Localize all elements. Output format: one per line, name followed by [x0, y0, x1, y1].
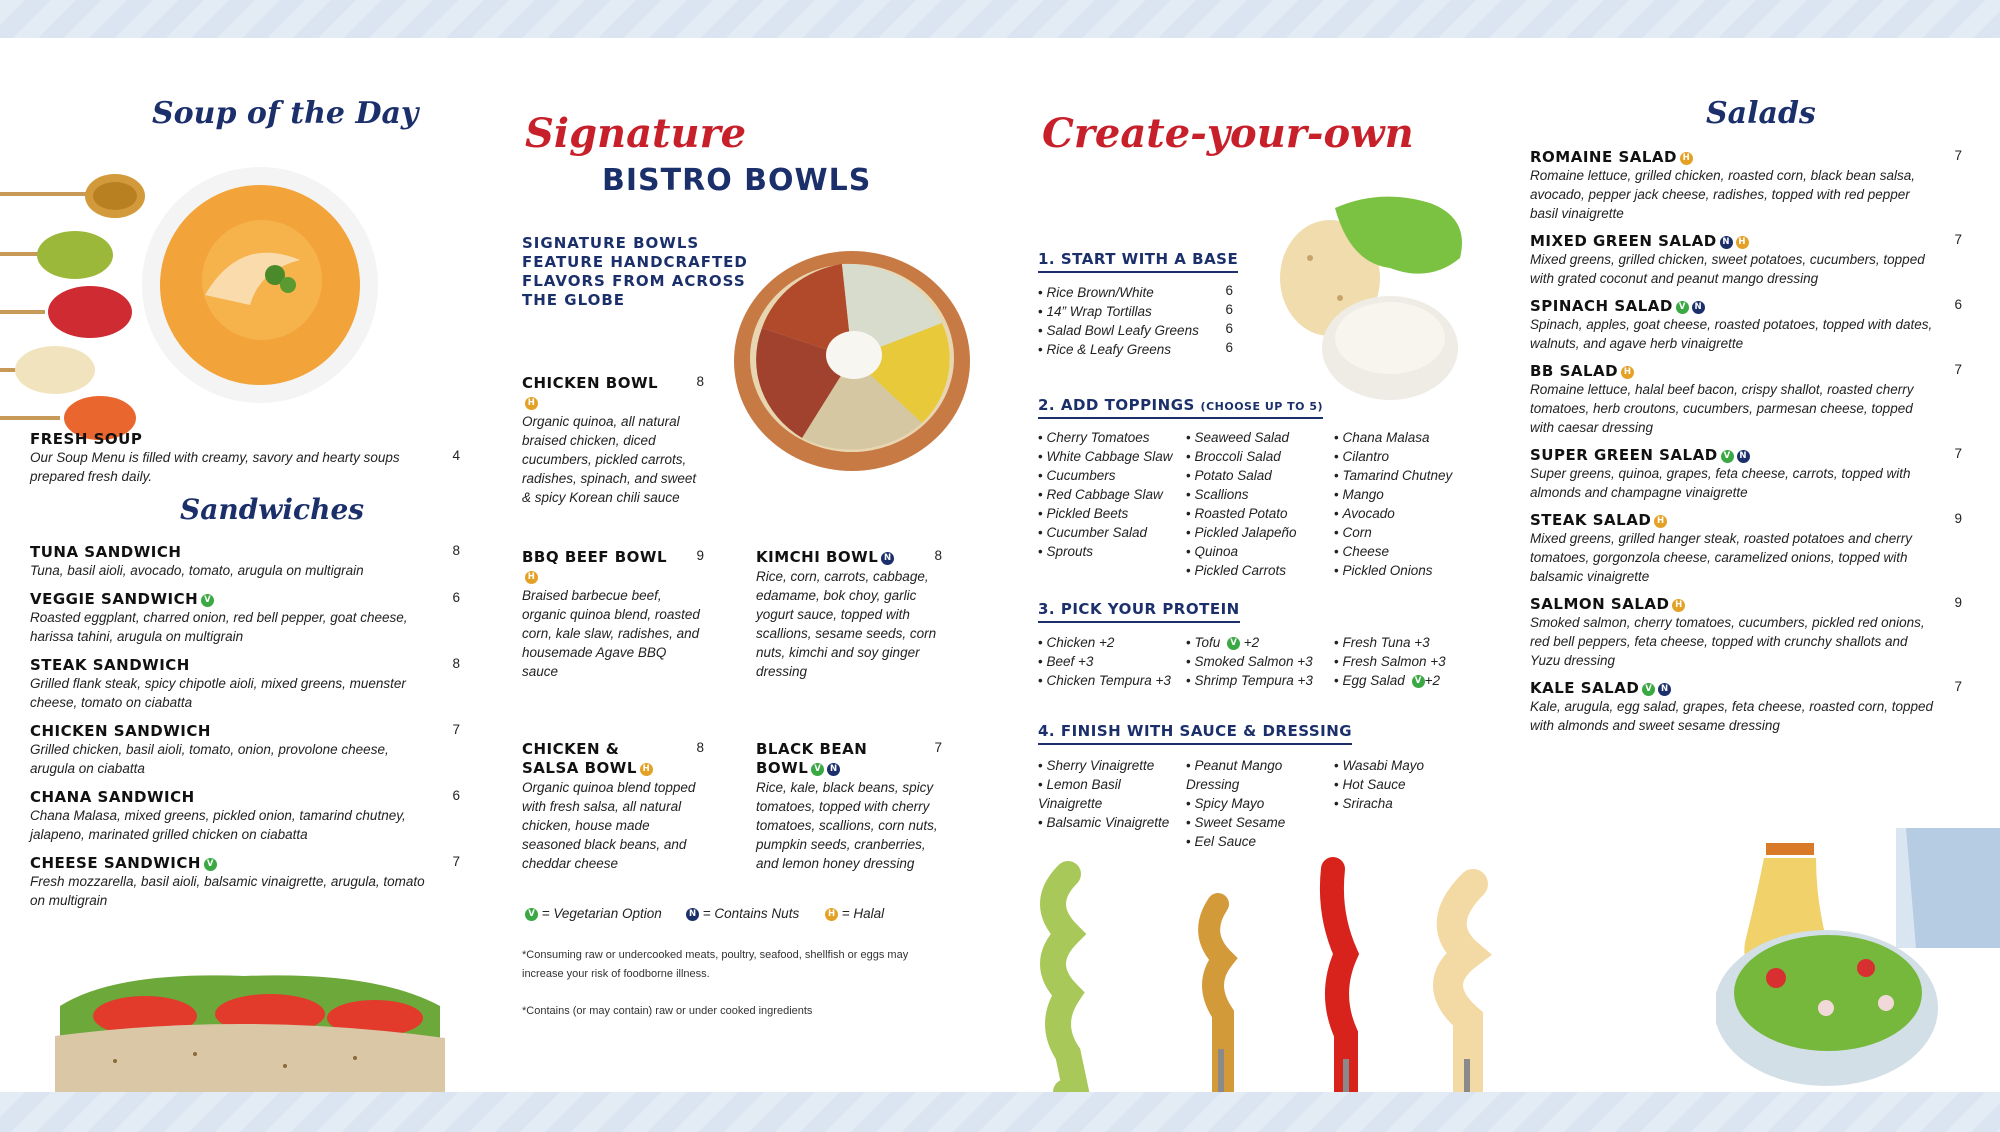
halal-badge-icon: H — [1736, 236, 1749, 249]
item-desc: Braised barbecue beef, organic quinoa blend, roasted corn, kale slaw, radishes, and housemade Agave BBQ sauce — [522, 588, 700, 679]
item-name: CHEESE SANDWICH V — [30, 854, 217, 872]
item-desc: Rice, corn, carrots, cabbage, edamame, bok choy, garlic yogurt sauce, topped with scallions, sesame seeds, corn nuts, kimchi and soy ginger dressing — [756, 569, 937, 679]
menu-item — [1530, 148, 1962, 223]
sauce-option: • Wasabi Mayo — [1334, 756, 1484, 775]
nuts-badge-icon: N — [1720, 236, 1733, 249]
item-name: TUNA SANDWICH — [30, 543, 182, 561]
item-desc: Smoked salmon, cherry tomatoes, cucumbers, pickled red onions, red bell peppers, feta cheese, topped with crunchy shallots and Yuzu dressing — [1530, 615, 1925, 668]
protein-col-3 — [1334, 633, 1484, 690]
legend-vegetarian: V = Vegetarian Option — [522, 906, 662, 921]
protein-option: • Beef +3 — [1038, 652, 1178, 671]
menu-item — [30, 854, 460, 910]
protein-option: • Chicken Tempura +3 — [1038, 671, 1178, 690]
menu-item — [522, 740, 704, 873]
halal-badge-icon: H — [525, 571, 538, 584]
bowls-heading-caps: BISTRO BOWLS — [602, 163, 872, 198]
item-desc: Kale, arugula, egg salad, grapes, feta cheese, roasted corn, topped with almonds and sweet sesame dressing — [1530, 699, 1934, 733]
sauce-option: • Sherry Vinaigrette — [1038, 756, 1178, 775]
menu-item — [1530, 679, 1962, 735]
vegetarian-badge-icon: V — [201, 594, 214, 607]
menu-item — [1530, 511, 1962, 586]
item-desc: Grilled chicken, basil aioli, tomato, onion, provolone cheese, arugula on ciabatta — [30, 742, 389, 776]
topping-option: • Cucumbers — [1038, 466, 1178, 485]
top-decor-band — [0, 0, 2000, 38]
item-price: 9 — [1954, 595, 1962, 610]
topping-option: • Scallions — [1186, 485, 1326, 504]
item-desc: Tuna, basil aioli, avocado, tomato, arugula on multigrain — [30, 563, 364, 578]
item-price: 8 — [696, 740, 704, 755]
topping-option: • Broccoli Salad — [1186, 447, 1326, 466]
halal-badge-icon: H — [1672, 599, 1685, 612]
item-name: STEAK SANDWICH — [30, 656, 190, 674]
sauce-option: • Hot Sauce — [1334, 775, 1484, 794]
item-price: 7 — [452, 854, 460, 869]
item-price: 7 — [452, 722, 460, 737]
toppings-title: 2. ADD TOPPINGS (CHOOSE UP TO 5) — [1038, 396, 1323, 419]
base-option: • 14” Wrap Tortillas 6 — [1038, 302, 1233, 321]
protein-title: 3. PICK YOUR PROTEIN — [1038, 600, 1240, 623]
menu-item — [1530, 297, 1962, 353]
base-title: 1. START WITH A BASE — [1038, 250, 1238, 273]
bowl-image — [732, 243, 972, 473]
protein-tofu: • Tofu V +2 — [1186, 633, 1326, 652]
disclaimer-note-2: *Contains (or may contain) raw or under cooked ingredients — [522, 1005, 813, 1017]
protein-option: • Fresh Salmon +3 — [1334, 652, 1484, 671]
base-option: • Salad Bowl Leafy Greens 6 — [1038, 321, 1233, 340]
toppings-col-3 — [1334, 428, 1484, 580]
vegetarian-badge-icon: V — [1412, 675, 1425, 688]
item-name: BB SALAD H — [1530, 362, 1634, 380]
item-name: STEAK SALAD H — [1530, 511, 1667, 529]
nuts-badge-icon: N — [1737, 450, 1750, 463]
nuts-badge-icon: N — [881, 552, 894, 565]
item-name: SALMON SALAD H — [1530, 595, 1685, 613]
halal-badge-icon: H — [1654, 515, 1667, 528]
topping-option: • Pickled Jalapeño — [1186, 523, 1326, 542]
item-price: 7 — [1954, 679, 1962, 694]
menu-item — [1530, 362, 1962, 437]
sauce-option: • Eel Sauce — [1186, 832, 1326, 851]
item-desc: Super greens, quinoa, grapes, feta cheese, carrots, topped with almonds and champagne vinaigrette — [1530, 466, 1911, 500]
item-price: 9 — [1954, 511, 1962, 526]
item-price: 4 — [452, 448, 460, 463]
sauce-option: • Peanut Mango Dressing — [1186, 756, 1326, 794]
protein-option: • Fresh Tuna +3 — [1334, 633, 1484, 652]
item-name: SPINACH SALAD V N — [1530, 297, 1705, 315]
sauce-section — [1038, 722, 1352, 745]
menu-item — [30, 788, 460, 844]
topping-option: • Red Cabbage Slaw — [1038, 485, 1178, 504]
menu-item — [522, 548, 704, 681]
topping-option: • Cilantro — [1334, 447, 1484, 466]
item-price: 8 — [696, 374, 704, 389]
create-heading: Create-your-own — [1042, 110, 1414, 157]
topping-option: • Avocado — [1334, 504, 1484, 523]
protein-col-2 — [1186, 633, 1326, 690]
halal-badge-icon: H — [525, 397, 538, 410]
salads-heading: Salads — [1706, 96, 1816, 131]
item-name: CHICKEN BOWLH — [522, 374, 659, 408]
topping-option: • Roasted Potato — [1186, 504, 1326, 523]
item-name: ROMAINE SALAD H — [1530, 148, 1693, 166]
bowl-item-chicken-salsa — [522, 740, 704, 873]
topping-option: • Corn — [1334, 523, 1484, 542]
sauce-spoons-image — [1028, 844, 1498, 1092]
bowl-item-black-bean — [756, 740, 942, 873]
item-price: 6 — [452, 590, 460, 605]
topping-option: • Mango — [1334, 485, 1484, 504]
protein-option: • Shrimp Tempura +3 — [1186, 671, 1326, 690]
disclaimer-note-1: *Consuming raw or undercooked meats, poultry, seafood, shellfish or eggs may increase your risk of foodborne illness. — [522, 949, 909, 980]
sauce-option: • Balsamic Vinaigrette — [1038, 813, 1178, 832]
item-price: 6 — [1954, 297, 1962, 312]
vegetarian-badge-icon: V — [1227, 637, 1240, 650]
protein-option: • Chicken +2 — [1038, 633, 1178, 652]
menu-item — [30, 722, 460, 778]
topping-option: • Chana Malasa — [1334, 428, 1484, 447]
vegetarian-badge-icon: V — [1721, 450, 1734, 463]
topping-option: • Cherry Tomatoes — [1038, 428, 1178, 447]
item-price: 7 — [1954, 148, 1962, 163]
item-price: 7 — [1954, 232, 1962, 247]
item-desc: Spinach, apples, goat cheese, roasted potatoes, topped with dates, walnuts, and agave herb vinaigrette — [1530, 317, 1933, 351]
sandwich-list — [30, 543, 460, 920]
item-name: CHICKEN & SALSA BOWL H — [522, 740, 672, 778]
item-desc: Grilled flank steak, spicy chipotle aioli, mixed greens, muenster cheese, tomato on ciabatta — [30, 676, 406, 710]
topping-option: • Cucumber Salad — [1038, 523, 1178, 542]
item-name: CHICKEN SANDWICH — [30, 722, 211, 740]
item-desc: Chana Malasa, mixed greens, pickled onion, tamarind chutney, jalapeno, marinated grilled chicken on ciabatta — [30, 808, 406, 842]
sauce-col-1 — [1038, 756, 1178, 832]
sauce-col-3 — [1334, 756, 1484, 813]
item-desc: Fresh mozzarella, basil aioli, balsamic vinaigrette, arugula, tomato on multigrain — [30, 874, 425, 908]
vegetarian-badge-icon: V — [1642, 683, 1655, 696]
topping-option: • Pickled Beets — [1038, 504, 1178, 523]
item-name: KALE SALAD V N — [1530, 679, 1671, 697]
halal-badge-icon: H — [1680, 152, 1693, 165]
item-name: KIMCHI BOWL N — [756, 548, 894, 567]
sauce-option: • Sriracha — [1334, 794, 1484, 813]
item-price: 7 — [1954, 446, 1962, 461]
protein-col-1 — [1038, 633, 1178, 690]
item-price: 8 — [452, 656, 460, 671]
menu-item — [1530, 595, 1962, 670]
bowl-item-bbq-beef — [522, 548, 704, 681]
item-name: BLACK BEAN BOWL V N — [756, 740, 868, 777]
item-name: SUPER GREEN SALAD V N — [1530, 446, 1750, 464]
vegetarian-badge-icon: V — [811, 763, 824, 776]
item-desc: Our Soup Menu is filled with creamy, savory and hearty soups prepared fresh daily. — [30, 450, 400, 484]
toppings-col-2 — [1186, 428, 1326, 580]
menu-item — [1530, 446, 1962, 502]
base-option: • Rice & Leafy Greens 6 — [1038, 340, 1233, 359]
item-name: MIXED GREEN SALAD N H — [1530, 232, 1749, 250]
item-name: CHANA SANDWICH — [30, 788, 195, 806]
item-desc: Mixed greens, grilled hanger steak, roasted potatoes and cherry tomatoes, gorgonzola cheese, caramelized onions, topped with balsamic vinaigrette — [1530, 531, 1912, 584]
salad-list — [1530, 148, 1962, 744]
item-desc: Romaine lettuce, halal beef bacon, crispy shallot, roasted cherry tomatoes, herb croutons, cucumbers, parmesan cheese, topped with caesar dressing — [1530, 382, 1914, 435]
item-name: VEGGIE SANDWICH V — [30, 590, 214, 608]
item-price: 6 — [452, 788, 460, 803]
soup-image — [0, 130, 380, 450]
sauce-option: • Spicy Mayo — [1186, 794, 1326, 813]
topping-option: • Seaweed Salad — [1186, 428, 1326, 447]
base-option: • Rice Brown/White 6 — [1038, 283, 1233, 302]
bowls-intro: SIGNATURE BOWLS FEATURE HANDCRAFTED FLAVORS FROM ACROSS THE GLOBE — [522, 234, 748, 309]
item-price: 8 — [452, 543, 460, 558]
item-price: 8 — [934, 548, 942, 563]
halal-badge-icon: H — [640, 763, 653, 776]
menu-item — [522, 374, 704, 507]
bowl-item-chicken — [522, 374, 704, 507]
topping-option: • Pickled Onions — [1334, 561, 1484, 580]
topping-option: • White Cabbage Slaw — [1038, 447, 1178, 466]
topping-option: • Cheese — [1334, 542, 1484, 561]
topping-option: • Quinoa — [1186, 542, 1326, 561]
nuts-badge-icon: N — [1658, 683, 1671, 696]
salad-image — [1716, 798, 2000, 1092]
topping-option: • Pickled Carrots — [1186, 561, 1326, 580]
topping-option: • Tamarind Chutney — [1334, 466, 1484, 485]
protein-option: • Smoked Salmon +3 — [1186, 652, 1326, 671]
item-desc: Organic quinoa blend topped with fresh salsa, all natural chicken, house made seasoned black beans, and cheddar cheese — [522, 780, 696, 871]
base-image — [1280, 188, 1480, 408]
sauce-option: • Sweet Sesame — [1186, 813, 1326, 832]
base-list — [1038, 283, 1233, 359]
menu-item — [756, 740, 942, 873]
protein-egg-salad: • Egg Salad V +2 — [1334, 671, 1484, 690]
sauce-col-2 — [1186, 756, 1326, 851]
topping-option: • Potato Salad — [1186, 466, 1326, 485]
vegetarian-badge-icon: V — [525, 908, 538, 921]
soup-heading: Soup of the Day — [152, 96, 419, 131]
toppings-col-1 — [1038, 428, 1178, 561]
nuts-badge-icon: N — [686, 908, 699, 921]
menu-item — [30, 543, 460, 580]
item-desc: Rice, kale, black beans, spicy tomatoes, topped with cherry tomatoes, scallions, corn nuts, pumpkin seeds, cranberries, and lemon honey dressing — [756, 780, 938, 871]
halal-badge-icon: H — [825, 908, 838, 921]
sauce-title: 4. FINISH WITH SAUCE & DRESSING — [1038, 722, 1352, 745]
base-section — [1038, 250, 1238, 359]
bowls-heading-script: Signature — [525, 110, 747, 157]
sauce-option: • Lemon Basil Vinaigrette — [1038, 775, 1178, 813]
menu-item — [30, 590, 460, 646]
nuts-badge-icon: N — [1692, 301, 1705, 314]
item-name: BBQ BEEF BOWLH — [522, 548, 668, 582]
item-desc: Roasted eggplant, charred onion, red bell pepper, goat cheese, harissa tahini, arugula on multigrain — [30, 610, 408, 644]
sandwich-image — [55, 966, 445, 1092]
nuts-badge-icon: N — [827, 763, 840, 776]
item-price: 9 — [696, 548, 704, 563]
item-name: FRESH SOUP — [30, 430, 143, 448]
fresh-soup-item — [30, 430, 460, 486]
menu-page — [0, 38, 2000, 1092]
item-desc: Mixed greens, grilled chicken, sweet potatoes, cucumbers, topped with grated coconut and peanut mango dressing — [1530, 252, 1925, 286]
bottom-decor-band — [0, 1092, 2000, 1132]
item-desc: Organic quinoa, all natural braised chicken, diced cucumbers, pickled carrots, radishes, spinach, and sweet & spicy Korean chili sauce — [522, 414, 697, 505]
vegetarian-badge-icon: V — [204, 858, 217, 871]
topping-option: • Sprouts — [1038, 542, 1178, 561]
legend-nuts: N = Contains Nuts — [683, 906, 799, 921]
menu-item — [756, 548, 942, 681]
item-desc: Romaine lettuce, grilled chicken, roasted corn, black bean salsa, avocado, pepper jack cheese, radishes, topped with red pepper basil vinaigrette — [1530, 168, 1915, 221]
item-price: 7 — [1954, 362, 1962, 377]
protein-section — [1038, 600, 1240, 623]
toppings-section — [1038, 396, 1323, 419]
menu-item — [30, 656, 460, 712]
item-price: 7 — [934, 740, 942, 755]
vegetarian-badge-icon: V — [1676, 301, 1689, 314]
sandwiches-heading: Sandwiches — [180, 493, 365, 526]
legend-halal: H = Halal — [822, 906, 884, 921]
halal-badge-icon: H — [1621, 366, 1634, 379]
menu-item — [1530, 232, 1962, 288]
bowl-item-kimchi — [756, 548, 942, 681]
